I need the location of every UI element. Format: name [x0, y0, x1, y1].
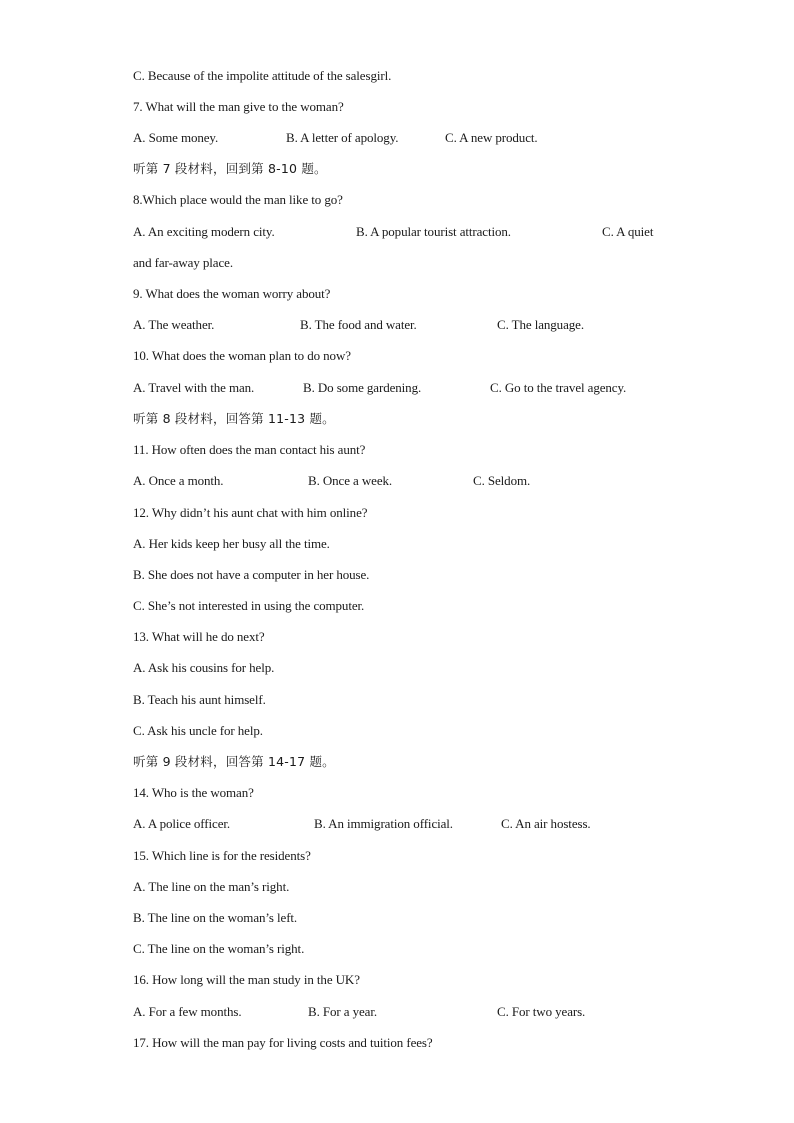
option-c: C. Go to the travel agency. [490, 380, 627, 395]
options-row-7 [133, 127, 693, 149]
question-12: 12. Why didn’t his aunt chat with him online? [133, 505, 368, 520]
question-13: 13. What will he do next? [133, 629, 265, 644]
option-b: B. The line on the woman’s left. [133, 910, 298, 925]
options-row-10 [133, 377, 693, 399]
option-a: A. An exciting modern city. [133, 224, 275, 239]
options-row-16 [133, 1001, 693, 1023]
question-9: 9. What does the woman worry about? [133, 286, 331, 301]
option-b: B. For a year. [308, 1004, 378, 1019]
option-c: C. Seldom. [473, 473, 531, 488]
question-7: 7. What will the man give to the woman? [133, 99, 344, 114]
option-line: C. Because of the impolite attitude of the salesgirl. [133, 68, 392, 83]
option-c: C. The language. [497, 317, 584, 332]
option-c: C. She’s not interested in using the computer. [133, 598, 365, 613]
option-c: C. A quiet [602, 224, 654, 239]
options-row-8 [133, 221, 693, 243]
options-row-9 [133, 314, 693, 336]
options-row-14 [133, 813, 693, 835]
question-16: 16. How long will the man study in the UK? [133, 972, 360, 987]
question-10: 10. What does the woman plan to do now? [133, 348, 351, 363]
question-17: 17. How will the man pay for living costs and tuition fees? [133, 1035, 433, 1050]
options-row-11 [133, 470, 693, 492]
section-heading-9: 听第 9 段材料，回答第 14-17 题。 [133, 754, 335, 769]
option-b: B. An immigration official. [314, 816, 453, 831]
option-c: C. The line on the woman’s right. [133, 941, 305, 956]
section-heading-8: 听第 8 段材料，回答第 11-13 题。 [133, 411, 335, 426]
option-a: A. Travel with the man. [133, 380, 255, 395]
option-c-continued: and far-away place. [133, 255, 233, 270]
option-c: C. For two years. [497, 1004, 586, 1019]
option-a: A. For a few months. [133, 1004, 242, 1019]
section-heading-7: 听第 7 段材料，回到第 8-10 题。 [133, 161, 327, 176]
option-c: C. Ask his uncle for help. [133, 723, 263, 738]
question-8: 8.Which place would the man like to go? [133, 192, 343, 207]
option-a: A. Ask his cousins for help. [133, 660, 275, 675]
question-11: 11. How often does the man contact his aunt? [133, 442, 366, 457]
option-b: B. Do some gardening. [303, 380, 422, 395]
option-b: B. A popular tourist attraction. [356, 224, 511, 239]
option-b: B. Once a week. [308, 473, 393, 488]
option-b: B. She does not have a computer in her house. [133, 567, 370, 582]
option-a: A. Once a month. [133, 473, 224, 488]
option-a: A. A police officer. [133, 816, 231, 831]
option-b: B. The food and water. [300, 317, 417, 332]
option-c: C. An air hostess. [501, 816, 591, 831]
option-b: B. Teach his aunt himself. [133, 692, 266, 707]
option-b: B. A letter of apology. [286, 130, 399, 145]
option-a: A. Some money. [133, 130, 219, 145]
option-a: A. Her kids keep her busy all the time. [133, 536, 330, 551]
question-14: 14. Who is the woman? [133, 785, 254, 800]
option-a: A. The line on the man’s right. [133, 879, 290, 894]
option-a: A. The weather. [133, 317, 215, 332]
question-15: 15. Which line is for the residents? [133, 848, 311, 863]
option-c: C. A new product. [445, 130, 538, 145]
